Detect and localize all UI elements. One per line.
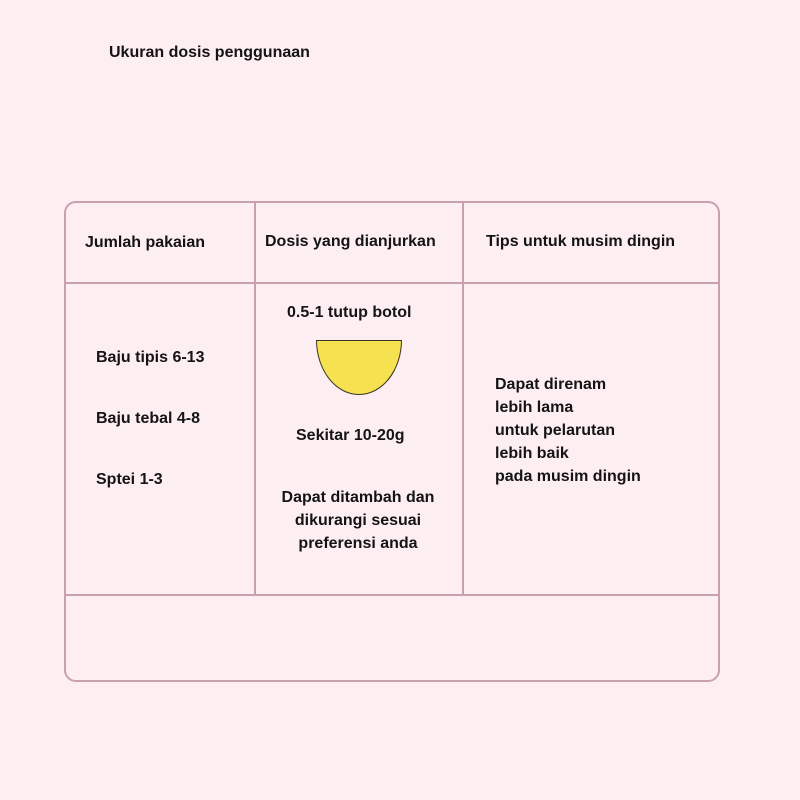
- dosage-note: Dapat ditambah dan dikurangi sesuai preferensi anda: [281, 489, 435, 552]
- header-divider: [66, 282, 718, 284]
- dosage-weight: Sekitar 10-20g: [296, 427, 405, 444]
- dosage-cap: 0.5-1 tutup botol: [287, 304, 412, 321]
- header-dosage: Dosis yang dianjurkan: [265, 233, 436, 250]
- clothing-thick: Baju tebal 4-8: [96, 410, 201, 427]
- clothing-thin: Baju tipis 6-13: [96, 349, 205, 366]
- page-title: Ukuran dosis penggunaan: [109, 44, 310, 61]
- header-clothing: Jumlah pakaian: [85, 234, 206, 251]
- column-divider-1: [254, 203, 256, 596]
- footer-divider: [66, 594, 718, 596]
- clothing-sweater: Sptei 1-3: [96, 471, 163, 488]
- winter-tips: Dapat direnam lebih lama untuk pelarutan lebih baik pada musim dingin: [495, 376, 641, 485]
- column-divider-2: [462, 203, 464, 596]
- header-winter-tips: Tips untuk musim dingin: [486, 233, 676, 250]
